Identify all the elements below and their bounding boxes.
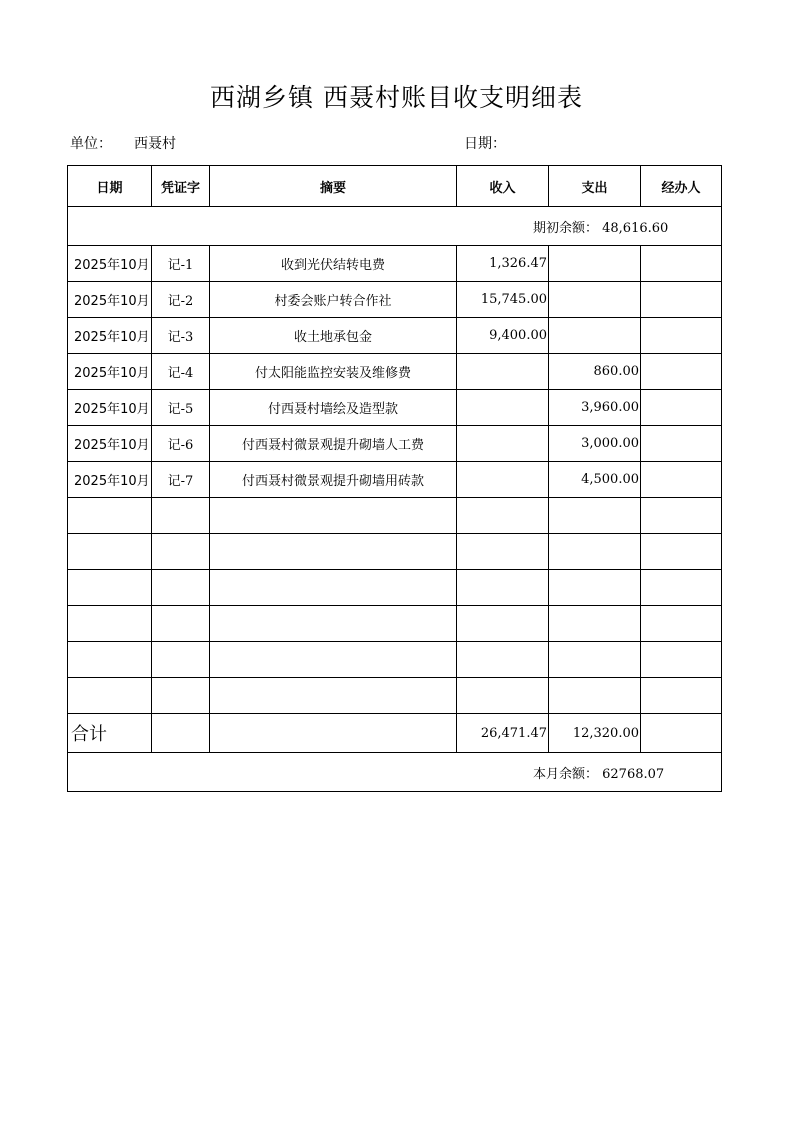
closing-balance-row <box>68 753 722 792</box>
cell-expense <box>549 678 641 714</box>
cell-date: 2025年10月 <box>68 462 152 498</box>
cell-voucher <box>152 678 210 714</box>
table-row <box>68 354 722 390</box>
cell-voucher <box>152 498 210 534</box>
cell-income: 1,326.47 <box>457 246 549 282</box>
cell-date <box>68 642 152 678</box>
header-voucher: 凭证字 <box>152 166 210 207</box>
header-row <box>68 166 722 207</box>
cell-date <box>68 534 152 570</box>
cell-income <box>457 390 549 426</box>
total-income: 26,471.47 <box>457 714 549 753</box>
cell-income: 9,400.00 <box>457 318 549 354</box>
cell-voucher: 记-7 <box>152 462 210 498</box>
cell-income <box>457 678 549 714</box>
cell-handler <box>641 318 722 354</box>
cell-summary: 付西聂村微景观提升砌墙人工费 <box>210 426 457 462</box>
cell-handler <box>641 246 722 282</box>
cell-expense: 3,000.00 <box>549 426 641 462</box>
cell-summary: 收土地承包金 <box>210 318 457 354</box>
cell-expense <box>549 498 641 534</box>
cell-date <box>68 498 152 534</box>
cell-expense: 4,500.00 <box>549 462 641 498</box>
cell-expense <box>549 282 641 318</box>
cell-expense <box>549 642 641 678</box>
header-summary: 摘要 <box>210 166 457 207</box>
cell-date: 2025年10月 <box>68 282 152 318</box>
table-row <box>68 678 722 714</box>
cell-handler <box>641 282 722 318</box>
cell-voucher: 记-5 <box>152 390 210 426</box>
header-handler: 经办人 <box>641 166 722 207</box>
cell-voucher <box>152 534 210 570</box>
header-date: 日期 <box>68 166 152 207</box>
cell-income <box>457 570 549 606</box>
table-row <box>68 498 722 534</box>
cell-summary <box>210 498 457 534</box>
cell-date <box>68 678 152 714</box>
cell-handler <box>641 390 722 426</box>
table-row <box>68 390 722 426</box>
cell-expense <box>549 570 641 606</box>
unit-value: 西聂村 <box>134 136 176 152</box>
cell-date: 2025年10月 <box>68 426 152 462</box>
cell-handler <box>641 570 722 606</box>
cell-voucher: 记-2 <box>152 282 210 318</box>
cell-voucher: 记-1 <box>152 246 210 282</box>
cell-handler <box>641 534 722 570</box>
cell-handler <box>641 462 722 498</box>
cell-summary: 收到光伏结转电费 <box>210 246 457 282</box>
total-expense: 12,320.00 <box>549 714 641 753</box>
cell-voucher: 记-6 <box>152 426 210 462</box>
cell-summary: 村委会账户转合作社 <box>210 282 457 318</box>
cell-voucher <box>152 570 210 606</box>
unit-line <box>70 133 176 153</box>
cell-voucher: 记-3 <box>152 318 210 354</box>
cell-summary <box>210 642 457 678</box>
closing-balance: 本月余额： 62768.07 <box>533 766 665 782</box>
cell-expense: 860.00 <box>549 354 641 390</box>
cell-voucher: 记-4 <box>152 354 210 390</box>
table-row <box>68 534 722 570</box>
table-row <box>68 282 722 318</box>
cell-summary <box>210 534 457 570</box>
cell-income <box>457 534 549 570</box>
date-label: 日期： <box>464 136 506 152</box>
cell-summary: 付西聂村微景观提升砌墙用砖款 <box>210 462 457 498</box>
table-row <box>68 462 722 498</box>
cell-expense <box>549 318 641 354</box>
header-income: 收入 <box>457 166 549 207</box>
cell-income <box>457 642 549 678</box>
table-row <box>68 426 722 462</box>
cell-income <box>457 462 549 498</box>
cell-income <box>457 354 549 390</box>
cell-handler <box>641 606 722 642</box>
cell-income <box>457 498 549 534</box>
cell-summary: 付太阳能监控安装及维修费 <box>210 354 457 390</box>
cell-expense <box>549 606 641 642</box>
cell-handler <box>641 498 722 534</box>
opening-balance-row <box>68 207 722 246</box>
cell-voucher <box>152 642 210 678</box>
cell-summary <box>210 606 457 642</box>
table-row <box>68 246 722 282</box>
cell-summary <box>210 678 457 714</box>
cell-income <box>457 426 549 462</box>
cell-handler <box>641 426 722 462</box>
cell-handler <box>641 642 722 678</box>
cell-income: 15,745.00 <box>457 282 549 318</box>
cell-date: 2025年10月 <box>68 318 152 354</box>
cell-date: 2025年10月 <box>68 390 152 426</box>
header-expense: 支出 <box>549 166 641 207</box>
total-label: 合计 <box>68 714 152 753</box>
total-row <box>68 714 722 753</box>
cell-date: 2025年10月 <box>68 354 152 390</box>
cell-date <box>68 606 152 642</box>
unit-label: 单位： <box>70 136 112 152</box>
cell-summary: 付西聂村墙绘及造型款 <box>210 390 457 426</box>
cell-expense <box>549 246 641 282</box>
cell-income <box>457 606 549 642</box>
cell-handler <box>641 678 722 714</box>
cell-summary <box>210 570 457 606</box>
cell-date: 2025年10月 <box>68 246 152 282</box>
cell-expense: 3,960.00 <box>549 390 641 426</box>
page-title: 西湖乡镇 西聂村账目收支明细表 <box>210 83 583 112</box>
ledger-table <box>67 165 722 792</box>
cell-expense <box>549 534 641 570</box>
cell-handler <box>641 354 722 390</box>
table-row <box>68 318 722 354</box>
cell-date <box>68 570 152 606</box>
table-row <box>68 606 722 642</box>
table-row <box>68 642 722 678</box>
opening-balance: 期初余额： 48,616.60 <box>533 220 669 236</box>
table-row <box>68 570 722 606</box>
cell-voucher <box>152 606 210 642</box>
